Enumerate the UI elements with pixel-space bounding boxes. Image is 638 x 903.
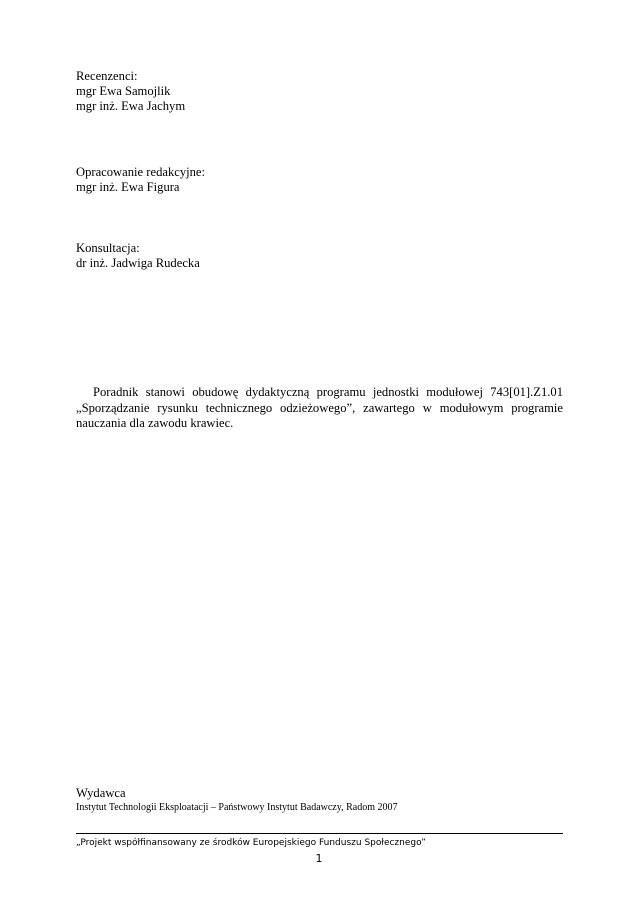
reviewers-section (76, 69, 564, 115)
consultant-name: dr inż. Jadwiga Rudecka (76, 256, 200, 271)
publisher-label: Wydawca (76, 786, 126, 800)
page-number: 1 (315, 852, 323, 865)
reviewer-name: mgr inż. Ewa Jachym (76, 99, 186, 114)
description-paragraph: Poradnik stanowi obudowę dydaktyczną programu jednostki modułowej 743[01].Z1.01 „Sporządzanie rysunku technicznego odzieżowego”, zawartego w modułowym programie nauczania dla zawodu krawiec. (76, 385, 563, 431)
footer-funding-note: „Projekt współfinansowany ze środków Europejskiego Funduszu Społecznego” (76, 838, 426, 848)
reviewer-name: mgr Ewa Samojlik (76, 84, 171, 99)
editor-name: mgr inż. Ewa Figura (76, 180, 180, 195)
consultation-section (76, 241, 564, 271)
footer-divider (76, 833, 563, 834)
publisher-name: Instytut Technologii Eksploatacji – Państwowy Instytut Badawczy, Radom 2007 (76, 802, 398, 813)
consultation-heading: Konsultacja: (76, 241, 140, 255)
reviewers-heading: Recenzenci: (76, 69, 138, 83)
editorial-section (76, 165, 564, 195)
editorial-heading: Opracowanie redakcyjne: (76, 165, 206, 179)
